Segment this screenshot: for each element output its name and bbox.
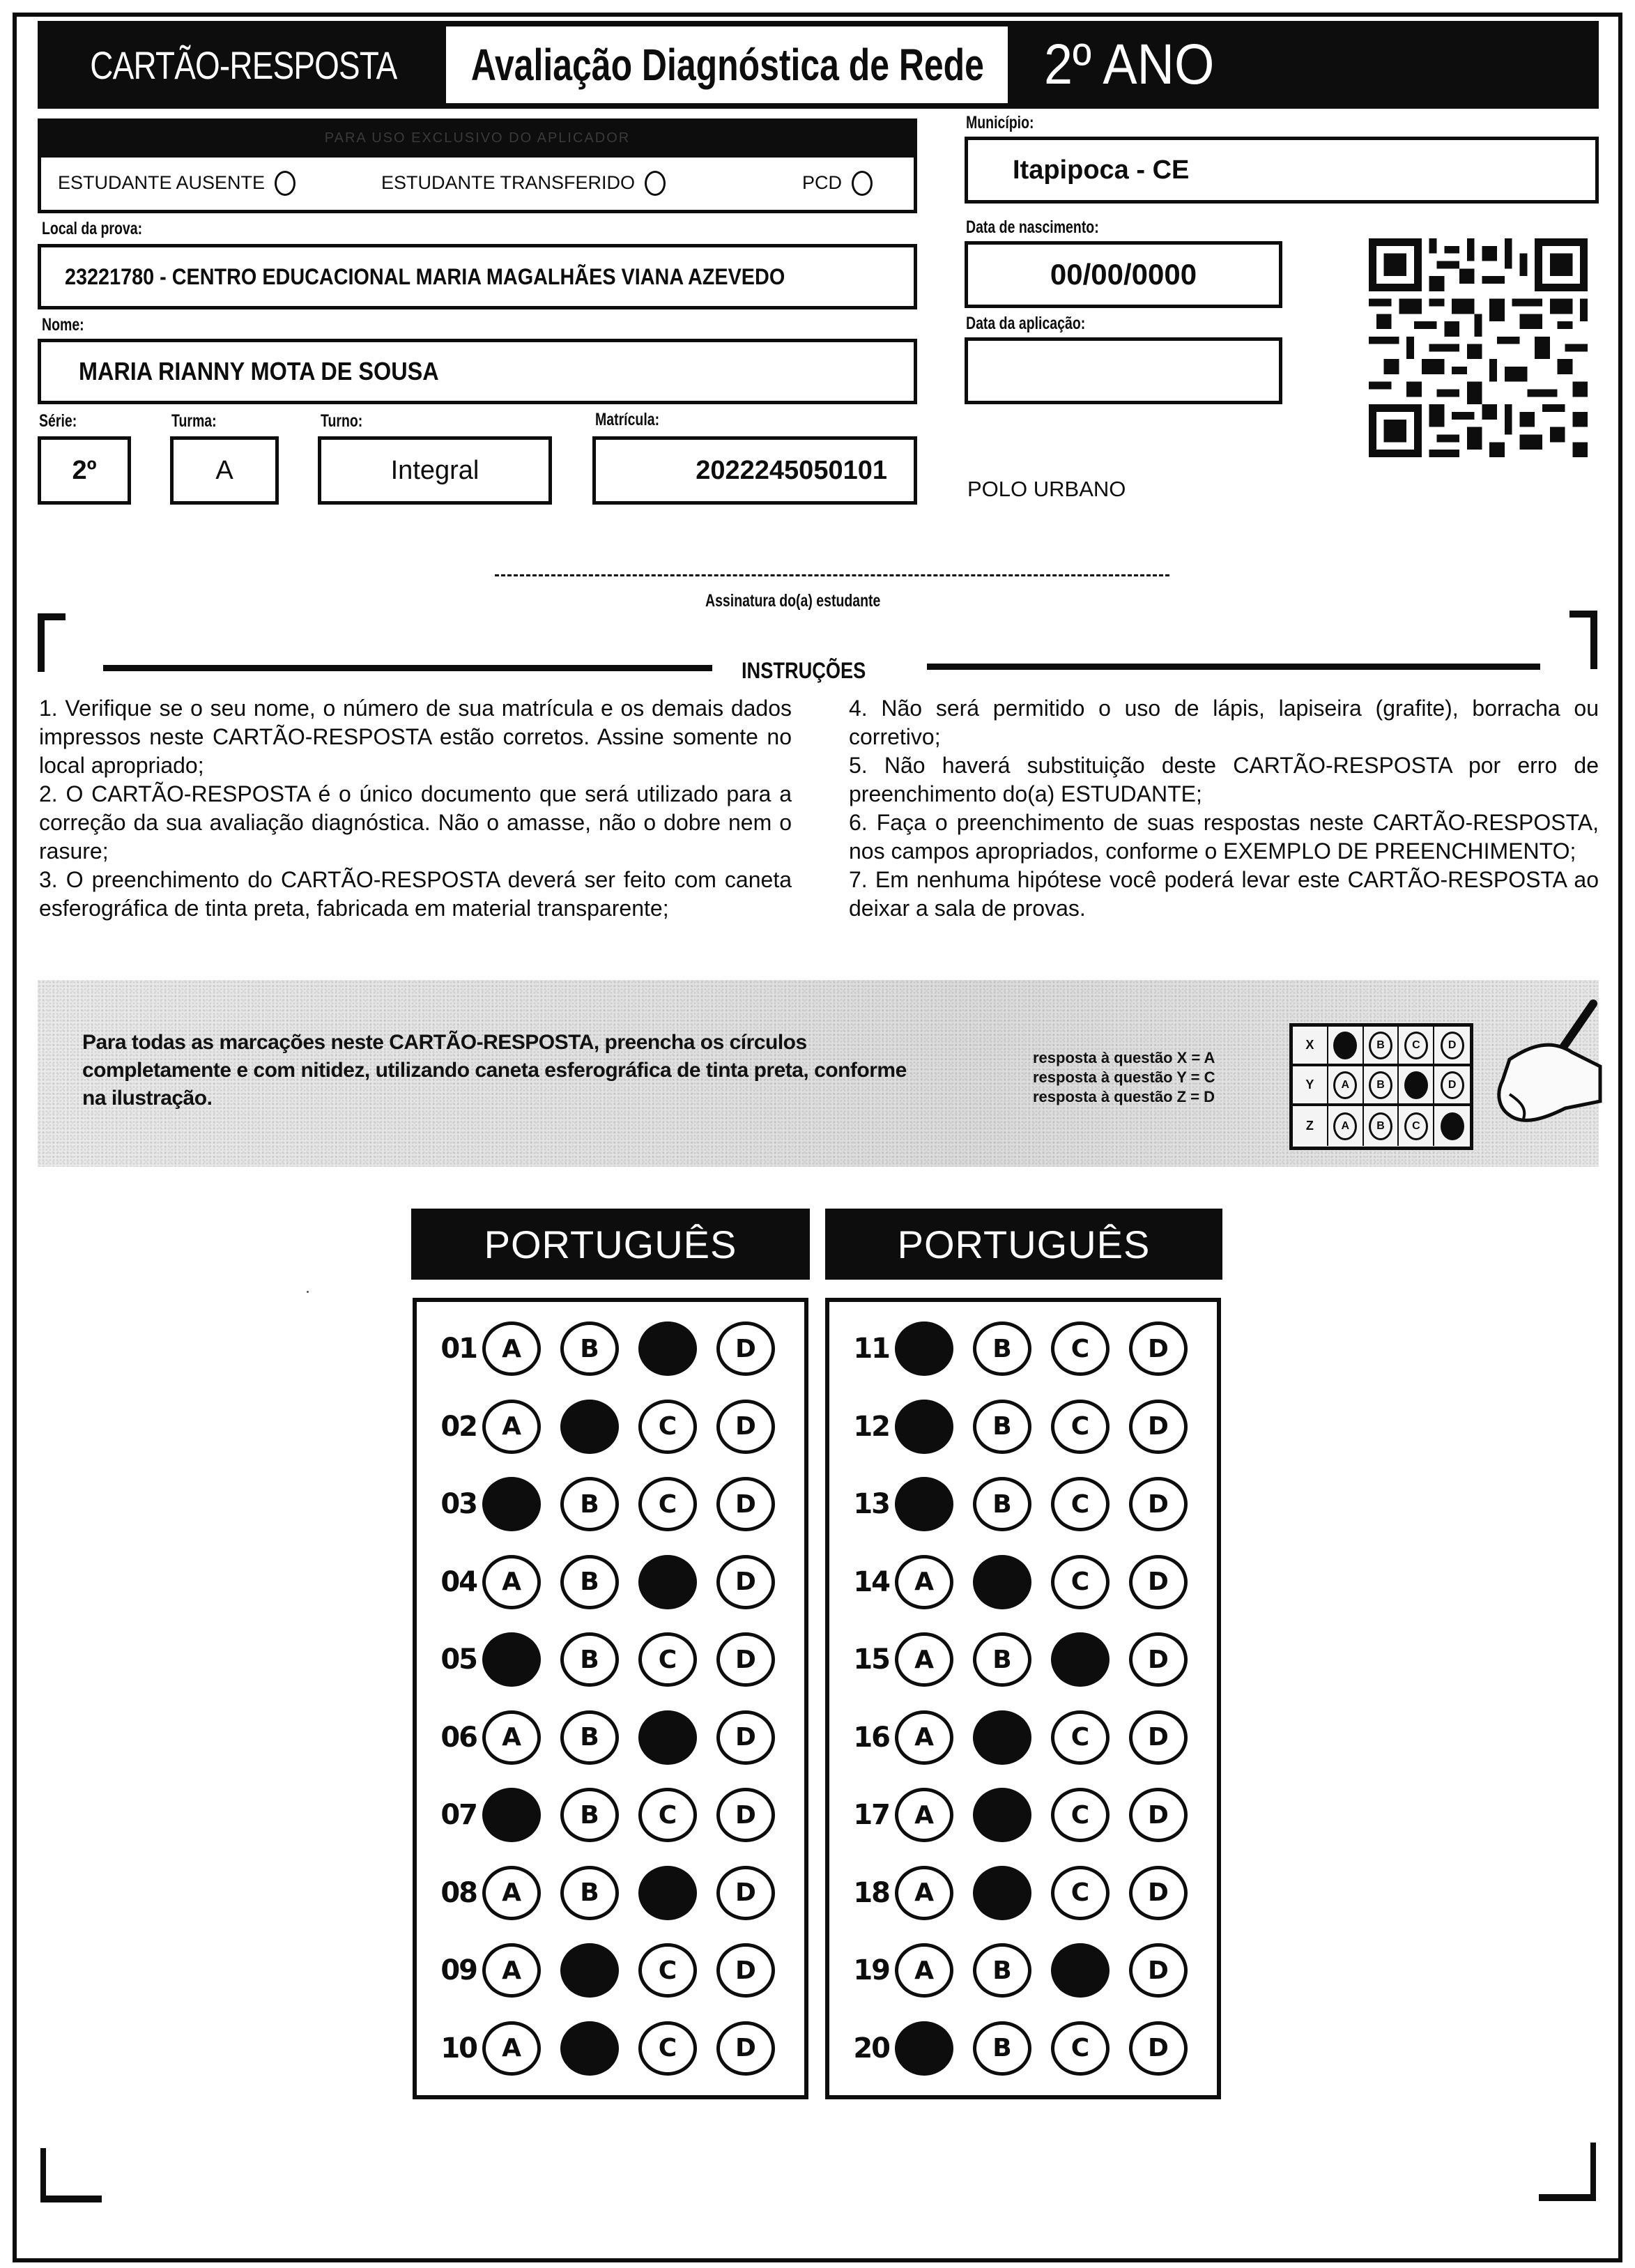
answer-bubble-filled[interactable]: A — [482, 1477, 541, 1531]
answer-bubble-filled[interactable]: B — [973, 1788, 1031, 1842]
example-cell — [1434, 1106, 1470, 1146]
corner-mark-bottom-left — [40, 2196, 102, 2202]
answer-bubble-b[interactable]: B — [973, 1321, 1031, 1376]
question-number: 13 — [853, 1488, 889, 1520]
question-number: 06 — [440, 1721, 477, 1754]
answer-bubble-filled[interactable]: B — [560, 1943, 619, 1998]
turno-field — [318, 436, 552, 505]
nome-value: MARIA RIANNY MOTA DE SOUSA — [79, 357, 439, 385]
example-text: Para todas as marcações neste CARTÃO-RESPOSTA, preencha os círculos completamente e com nitidez, utilizando caneta esferográfica de tinta preta, conforme na ilustração. — [82, 1031, 907, 1110]
example-row — [1293, 1066, 1470, 1106]
answer-bubble-a[interactable]: A — [482, 2021, 541, 2076]
answer-bubble-d[interactable]: D — [1129, 1788, 1188, 1842]
nascimento-label: Data de nascimento: — [966, 217, 1099, 237]
question-number: 19 — [853, 1954, 889, 1986]
answer-bubble-c[interactable]: C — [638, 1400, 697, 1454]
aplicacao-label: Data da aplicação: — [966, 314, 1086, 333]
legend-line: resposta à questão X = A — [1033, 1049, 1215, 1066]
example-cell — [1364, 1027, 1399, 1064]
answer-bubble-b[interactable]: B — [560, 1632, 619, 1687]
answer-bubble-filled[interactable]: A — [482, 1632, 541, 1687]
nascimento-field — [965, 241, 1282, 308]
answer-bubble-filled[interactable]: B — [973, 1555, 1031, 1609]
question-row — [829, 1317, 1217, 1380]
example-cell — [1399, 1066, 1434, 1103]
answer-bubble-d[interactable]: D — [1129, 2021, 1188, 2076]
answer-bubble-d[interactable]: D — [716, 1477, 775, 1531]
answer-bubble-filled[interactable]: C — [638, 1866, 697, 1920]
answer-bubble-d[interactable]: D — [1129, 1943, 1188, 1998]
example-cell — [1434, 1066, 1470, 1103]
serie-field — [38, 436, 131, 505]
matricula-value: 2022245050101 — [696, 455, 887, 485]
answer-bubble-filled[interactable]: C — [638, 1555, 697, 1609]
question-row — [829, 1784, 1217, 1846]
question-row — [417, 1939, 804, 2002]
answer-bubble-b[interactable]: B — [973, 1400, 1031, 1454]
example-cell — [1434, 1027, 1470, 1064]
example-grid — [1289, 1023, 1473, 1150]
aplicacao-field[interactable] — [965, 337, 1282, 404]
legend-line: resposta à questão Y = C — [1033, 1068, 1215, 1086]
answer-bubble-b[interactable]: B — [560, 1710, 619, 1765]
answer-bubble-c[interactable]: C — [1051, 1866, 1110, 1920]
answer-bubble-d[interactable]: D — [1129, 1321, 1188, 1376]
question-row — [829, 1706, 1217, 1769]
example-cell — [1399, 1027, 1434, 1064]
question-number: 16 — [853, 1721, 889, 1754]
polo-label: POLO URBANO — [967, 477, 1126, 501]
answer-bubble-b[interactable]: B — [973, 1943, 1031, 1998]
answer-bubble-d[interactable]: D — [716, 1866, 775, 1920]
example-legend — [1033, 1048, 1215, 1107]
answer-bubble-d[interactable]: D — [716, 1321, 775, 1376]
aplicador-options — [38, 156, 917, 213]
question-number: 09 — [440, 1954, 477, 1986]
question-row — [417, 1862, 804, 1924]
answer-bubble-filled[interactable]: B — [973, 1866, 1031, 1920]
bubble-icon: B — [1369, 1071, 1392, 1099]
question-row — [829, 2017, 1217, 2080]
municipio-label: Município: — [966, 113, 1034, 132]
answer-bubble-d[interactable]: D — [1129, 1400, 1188, 1454]
example-row — [1293, 1027, 1470, 1066]
question-number: 02 — [440, 1410, 477, 1443]
example-question-label: Y — [1293, 1066, 1328, 1103]
option-label: ESTUDANTE TRANSFERIDO — [381, 172, 636, 193]
question-number: 17 — [853, 1799, 889, 1831]
answer-bubble-c[interactable]: C — [1051, 1477, 1110, 1531]
question-number: 12 — [853, 1410, 889, 1443]
question-row — [829, 1862, 1217, 1924]
serie-value: 2º — [72, 455, 97, 485]
answer-bubble-d[interactable]: D — [1129, 1866, 1188, 1920]
nascimento-value: 00/00/0000 — [1050, 258, 1197, 291]
corner-mark-bottom-left — [40, 2148, 46, 2201]
answer-bubble-d[interactable]: D — [1129, 1710, 1188, 1765]
corner-mark-top-left — [38, 613, 66, 620]
example-question-label: Z — [1293, 1106, 1328, 1146]
answer-bubble-a[interactable]: A — [895, 1788, 953, 1842]
answer-bubble-a[interactable]: A — [482, 1710, 541, 1765]
answer-bubble-filled[interactable]: C — [1051, 1632, 1110, 1687]
example-cell — [1364, 1066, 1399, 1103]
subject-title: PORTUGUÊS — [897, 1222, 1151, 1266]
option-label: PCD — [802, 172, 843, 193]
answer-bubble-c[interactable]: C — [638, 1632, 697, 1687]
instruction-item: 7. Em nenhuma hipótese você poderá levar este CARTÃO-RESPOSTA ao deixar a sala de provas. — [849, 867, 1599, 921]
question-row — [417, 1551, 804, 1614]
answer-bubble-filled[interactable]: A — [895, 1321, 953, 1376]
answer-bubble-d[interactable]: D — [716, 1632, 775, 1687]
subject-title: PORTUGUÊS — [484, 1222, 737, 1266]
turma-label: Turma: — [171, 411, 217, 431]
question-row — [417, 1473, 804, 1535]
legend-line: resposta à questão Z = D — [1033, 1088, 1215, 1105]
option-label: ESTUDANTE AUSENTE — [58, 172, 266, 193]
answer-bubble-d[interactable]: D — [716, 1400, 775, 1454]
local-label: Local da prova: — [42, 219, 143, 238]
answer-bubble-b[interactable]: B — [973, 2021, 1031, 2076]
card-title-text: CARTÃO-RESPOSTA — [89, 43, 397, 87]
instruction-item: 2. O CARTÃO-RESPOSTA é o único documento que será utilizado para a correção da sua avaliação diagnóstica. Não o amasse, não o dobre nem o rasure; — [39, 781, 792, 864]
aplicador-bar — [38, 118, 917, 158]
matricula-label: Matrícula: — [595, 410, 660, 429]
answer-bubble-filled[interactable]: B — [560, 1400, 619, 1454]
question-number: 01 — [440, 1333, 477, 1365]
local-field — [38, 244, 917, 309]
instruction-item: 1. Verifique se o seu nome, o número de sua matrícula e os demais dados impressos neste CARTÃO-RESPOSTA estão corretos. Assine somente no local apropriado; — [39, 696, 792, 778]
signature-label: Assinatura do(a) estudante — [705, 591, 881, 611]
grade-badge — [1008, 21, 1599, 109]
signature-line[interactable] — [495, 574, 1169, 576]
option-pcd[interactable] — [802, 171, 873, 196]
instruction-item: 4. Não será permitido o uso de lápis, lapiseira (grafite), borracha ou corretivo; — [849, 696, 1599, 749]
instructions-title: INSTRUÇÕES — [742, 658, 866, 683]
question-number: 04 — [440, 1565, 477, 1598]
answer-bubble-c[interactable]: C — [638, 1788, 697, 1842]
answer-bubble-d[interactable]: D — [1129, 1555, 1188, 1609]
instruction-item: 5. Não haverá substituição deste CARTÃO-RESPOSTA por erro de preenchimento do(a) ESTUDANTE; — [849, 753, 1599, 806]
answer-bubble-a[interactable]: A — [895, 1943, 953, 1998]
turma-field — [170, 436, 279, 505]
instruction-item: 6. Faça o preenchimento de suas respostas neste CARTÃO-RESPOSTA, nos campos apropriados, conforme o EXEMPLO DE PREENCHIMENTO; — [849, 810, 1599, 864]
corner-mark-top-right — [1590, 611, 1597, 669]
answer-bubble-b[interactable]: B — [973, 1477, 1031, 1531]
question-row — [417, 1317, 804, 1380]
answer-bubble-c[interactable]: C — [1051, 1788, 1110, 1842]
answer-bubble-filled[interactable]: C — [1051, 1943, 1110, 1998]
question-row — [829, 1473, 1217, 1535]
aplicador-bar-label: PARA USO EXCLUSIVO DO APLICADOR — [324, 130, 631, 146]
answer-bubble-c[interactable]: C — [638, 2021, 697, 2076]
bubble-icon: B — [1369, 1032, 1392, 1059]
municipio-value: Itapipoca - CE — [1013, 155, 1190, 185]
filled-bubble-icon: D — [1441, 1112, 1464, 1140]
answer-bubble-d[interactable]: D — [716, 2021, 775, 2076]
bubble-icon: D — [1441, 1071, 1464, 1099]
question-row — [829, 1551, 1217, 1614]
subject-header — [411, 1209, 810, 1280]
answer-bubble-d[interactable]: D — [1129, 1477, 1188, 1531]
option-estudante-ausente[interactable] — [58, 171, 295, 196]
answer-bubble-c[interactable]: C — [1051, 1400, 1110, 1454]
municipio-field — [965, 137, 1599, 204]
example-cell — [1328, 1066, 1364, 1103]
answer-bubble-b[interactable]: B — [560, 1321, 619, 1376]
answer-bubble-d[interactable]: D — [716, 1788, 775, 1842]
example-cell — [1399, 1106, 1434, 1146]
answer-bubble-b[interactable]: B — [973, 1632, 1031, 1687]
radio-circle-icon[interactable] — [645, 171, 666, 196]
answer-bubble-filled[interactable]: C — [638, 1321, 697, 1376]
answer-bubble-filled[interactable]: A — [895, 1477, 953, 1531]
qr-code-icon — [1369, 238, 1588, 457]
answer-bubble-c[interactable]: C — [1051, 1555, 1110, 1609]
question-number: 20 — [853, 2032, 889, 2064]
answer-bubble-c[interactable]: C — [1051, 2021, 1110, 2076]
answer-bubble-d[interactable]: D — [1129, 1632, 1188, 1687]
instructions-rule-right — [927, 664, 1540, 670]
answer-bubble-a[interactable]: A — [895, 1632, 953, 1687]
answer-bubble-c[interactable]: C — [1051, 1321, 1110, 1376]
answer-bubble-a[interactable]: A — [895, 1866, 953, 1920]
assessment-title — [446, 21, 1009, 109]
answer-bubble-d[interactable]: D — [716, 1710, 775, 1765]
nome-field — [38, 339, 917, 404]
question-number: 08 — [440, 1876, 477, 1909]
matricula-field — [592, 436, 917, 505]
question-number: 14 — [853, 1565, 889, 1598]
answer-bubble-filled[interactable]: A — [482, 1788, 541, 1842]
answer-grid-2 — [825, 1298, 1221, 2099]
answer-bubble-c[interactable]: C — [1051, 1710, 1110, 1765]
card-title — [38, 21, 449, 109]
answer-bubble-a[interactable]: A — [895, 1710, 953, 1765]
question-number: 11 — [853, 1333, 889, 1365]
corner-mark-bottom-right — [1590, 2143, 1596, 2200]
bubble-icon: C — [1404, 1112, 1428, 1140]
instruction-item: 3. O preenchimento do CARTÃO-RESPOSTA deverá ser feito com caneta esferográfica de tinta preta, fabricada em material transparente; — [39, 867, 792, 921]
question-row — [829, 1628, 1217, 1691]
radio-circle-icon[interactable] — [852, 171, 873, 196]
question-row — [829, 1939, 1217, 2002]
answer-bubble-a[interactable]: A — [482, 1400, 541, 1454]
serie-label: Série: — [39, 411, 77, 431]
filled-bubble-icon: A — [1333, 1032, 1357, 1059]
answer-bubble-filled[interactable]: C — [638, 1710, 697, 1765]
nome-label: Nome: — [42, 315, 84, 335]
instructions-column-right — [849, 694, 1599, 923]
question-row — [417, 1706, 804, 1769]
local-value: 23221780 - CENTRO EDUCACIONAL MARIA MAGALHÃES VIANA AZEVEDO — [65, 263, 785, 289]
answer-grid-1 — [413, 1298, 808, 2099]
answer-bubble-a[interactable]: A — [482, 1866, 541, 1920]
answer-bubble-b[interactable]: B — [560, 1788, 619, 1842]
answer-bubble-filled[interactable]: B — [560, 2021, 619, 2076]
bubble-icon: A — [1333, 1112, 1357, 1140]
question-row — [829, 1395, 1217, 1458]
grade-text: 2º ANO — [1044, 33, 1215, 96]
answer-bubble-filled[interactable]: B — [973, 1710, 1031, 1765]
answer-bubble-a[interactable]: A — [482, 1555, 541, 1609]
subject-header — [825, 1209, 1222, 1280]
question-number: 05 — [440, 1643, 477, 1676]
example-row — [1293, 1106, 1470, 1146]
turma-value: A — [215, 455, 233, 485]
question-row — [417, 2017, 804, 2080]
question-number: 18 — [853, 1876, 889, 1909]
answer-bubble-filled[interactable]: A — [895, 2021, 953, 2076]
answer-bubble-b[interactable]: B — [560, 1477, 619, 1531]
question-row — [417, 1784, 804, 1846]
bubble-icon: D — [1441, 1032, 1464, 1059]
bubble-icon: A — [1333, 1071, 1357, 1099]
question-row — [417, 1628, 804, 1691]
answer-bubble-a[interactable]: A — [482, 1943, 541, 1998]
answer-bubble-d[interactable]: D — [716, 1555, 775, 1609]
answer-bubble-a[interactable]: A — [895, 1555, 953, 1609]
instructions-rule-left — [103, 665, 712, 671]
corner-mark-top-right — [1569, 611, 1597, 618]
radio-circle-icon[interactable] — [275, 171, 295, 196]
turno-label: Turno: — [321, 411, 363, 431]
question-number: 03 — [440, 1488, 477, 1520]
answer-bubble-c[interactable]: C — [638, 1943, 697, 1998]
bubble-icon: B — [1369, 1112, 1392, 1140]
example-cell — [1328, 1106, 1364, 1146]
answer-bubble-b[interactable]: B — [560, 1866, 619, 1920]
question-row — [417, 1395, 804, 1458]
corner-mark-top-left — [38, 613, 45, 672]
assessment-title-text: Avaliação Diagnóstica de Rede — [470, 40, 985, 90]
speck — [307, 1291, 309, 1293]
hand-pen-icon — [1468, 997, 1607, 1136]
instructions-column-left — [39, 694, 792, 923]
question-number: 15 — [853, 1643, 889, 1676]
filling-example — [38, 980, 1599, 1167]
answer-bubble-filled[interactable]: A — [895, 1400, 953, 1454]
example-cell — [1328, 1027, 1364, 1064]
answer-bubble-b[interactable]: B — [560, 1555, 619, 1609]
answer-bubble-c[interactable]: C — [638, 1477, 697, 1531]
turno-value: Integral — [390, 455, 479, 485]
answer-bubble-a[interactable]: A — [482, 1321, 541, 1376]
question-number: 10 — [440, 2032, 477, 2064]
corner-mark-bottom-right — [1539, 2194, 1596, 2201]
filled-bubble-icon: C — [1404, 1071, 1428, 1099]
example-cell — [1364, 1106, 1399, 1146]
question-number: 07 — [440, 1799, 477, 1831]
answer-bubble-d[interactable]: D — [716, 1943, 775, 1998]
option-estudante-transferido[interactable] — [381, 171, 666, 196]
bubble-icon: C — [1404, 1032, 1428, 1059]
example-question-label: X — [1293, 1027, 1328, 1064]
